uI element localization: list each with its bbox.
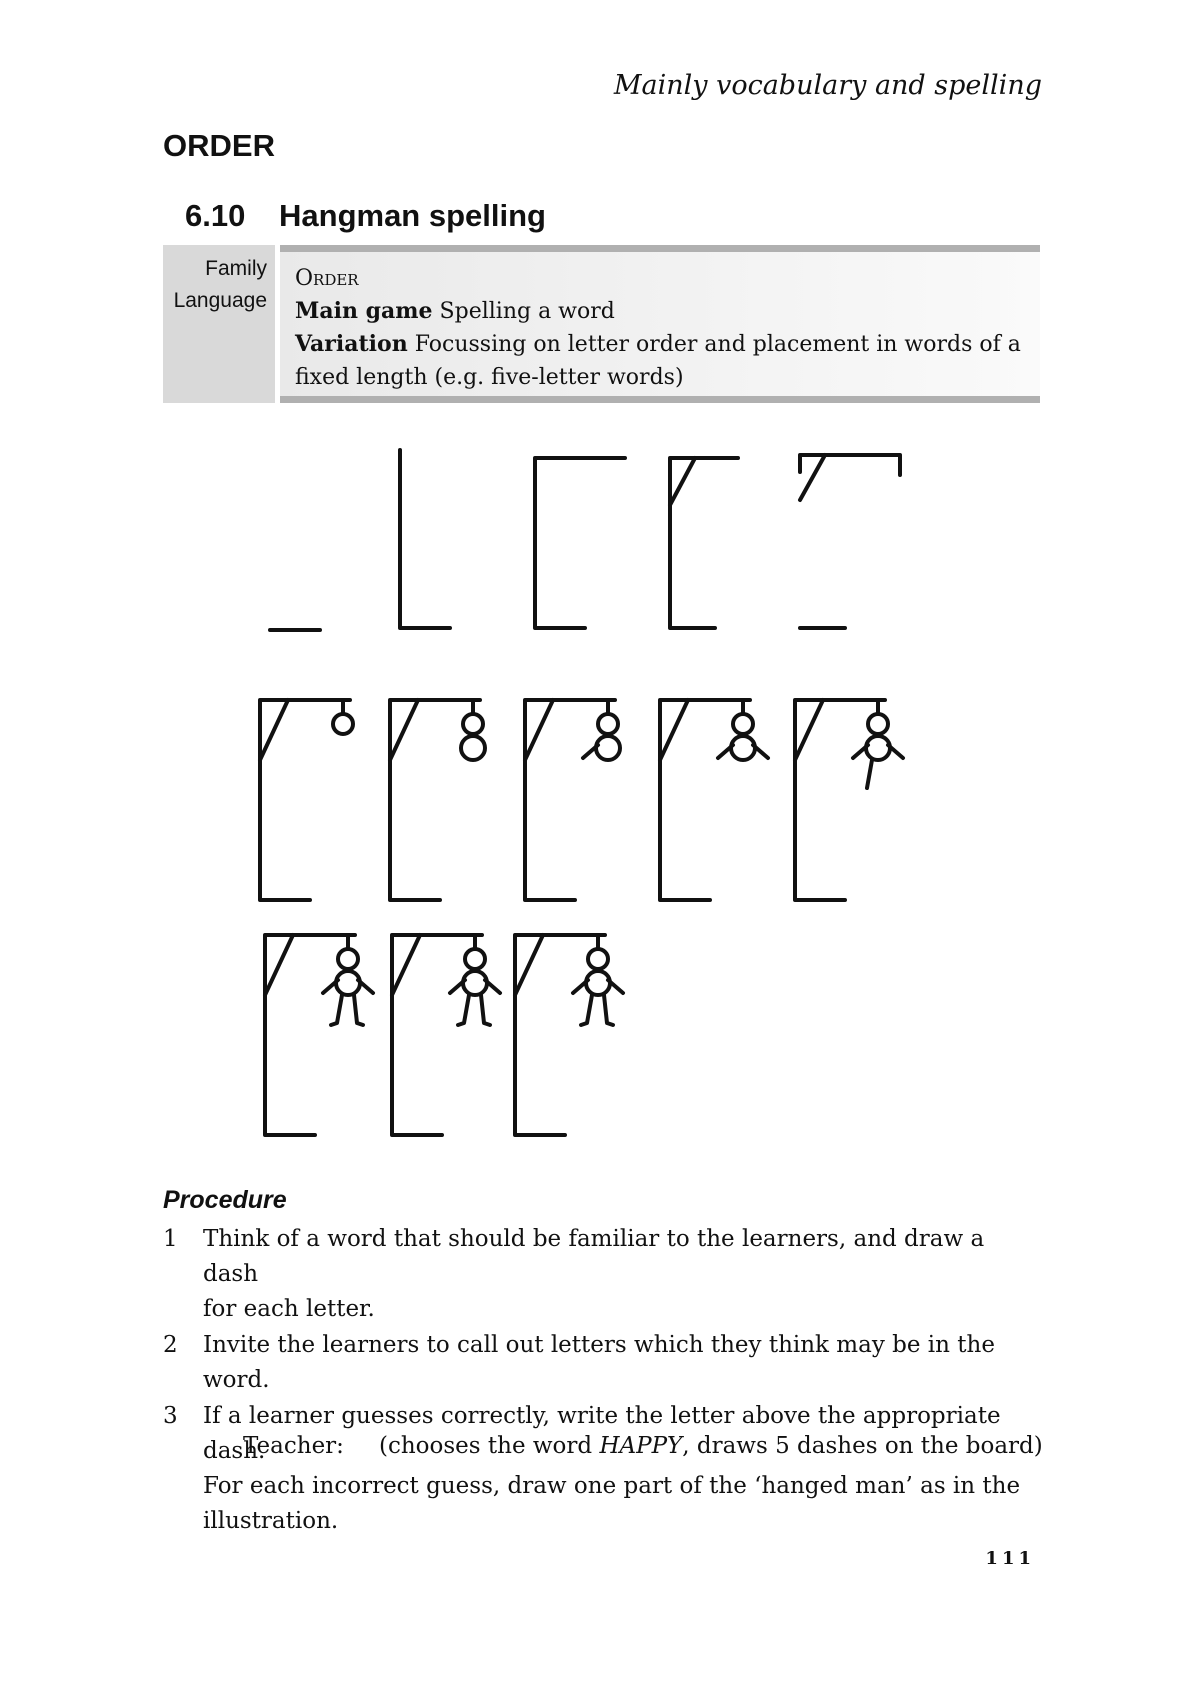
stage-4-brace [670,458,738,628]
section-heading: ORDER [163,128,275,163]
dialogue-text-end: , draws 5 dashes on the board) [682,1433,1043,1459]
family-label: Family [205,257,267,280]
step-text: For each incorrect guess, draw one part of the ‘hanged man’ as in the [203,1473,1021,1499]
speaker: Teacher: [243,1433,344,1459]
main-game-label: Main game [295,298,433,324]
stage-2-post [400,450,450,628]
stage-7-body [390,700,485,900]
step-text: illustration. [203,1508,339,1534]
dialogue-line [243,1433,1043,1459]
dialogue-word: HAPPY [599,1433,683,1459]
info-content [280,245,1040,403]
info-box [163,245,1040,403]
procedure-steps [163,1222,1043,1540]
variation-line [295,328,1040,361]
procedure-step-2 [163,1328,1043,1398]
stage-11-legs [265,935,373,1135]
main-game-line [295,295,1040,328]
step-number: 3 [163,1403,178,1429]
step-text: for each letter. [203,1296,375,1322]
procedure-heading: Procedure [163,1186,287,1214]
stage-13-hanged [515,935,623,1135]
main-game-text: Spelling a word [439,299,615,324]
stage-9-arms [660,700,768,900]
running-head: Mainly vocabulary and spelling [613,70,1042,101]
info-labels [163,245,275,403]
family-value: Order [295,266,359,291]
step-text: Think of a word that should be familiar to the learners, and draw a dash [203,1226,985,1287]
step-number: 1 [163,1226,178,1252]
language-label: Language [173,289,267,312]
dialogue-text: (chooses the word [379,1433,600,1459]
step-number: 2 [163,1332,178,1358]
hangman-illustration [240,430,940,1150]
procedure-step-1 [163,1222,1043,1327]
procedure-step-3 [163,1399,1043,1539]
game-name: Hangman spelling [279,198,546,233]
game-number: 6.10 [185,198,246,233]
game-title [185,198,546,234]
stage-12-complete [392,935,500,1135]
stage-10-leg [795,700,903,900]
stage-6-head [260,700,353,900]
step-text: If a learner guesses correctly, write the letter above the appropriate dash. [203,1403,1001,1464]
step-text: Invite the learners to call out letters which they think may be in the word. [203,1332,995,1393]
variation-label: Variation [295,331,408,357]
stage-5-rope [800,455,900,628]
stage-8-arm [525,700,620,900]
variation-text: Focussing on letter order and placement in words of a [414,332,1021,357]
page-number: 111 [985,1548,1035,1569]
stage-3-beam [535,458,625,628]
variation-line-2: fixed length (e.g. five-letter words) [295,365,684,390]
